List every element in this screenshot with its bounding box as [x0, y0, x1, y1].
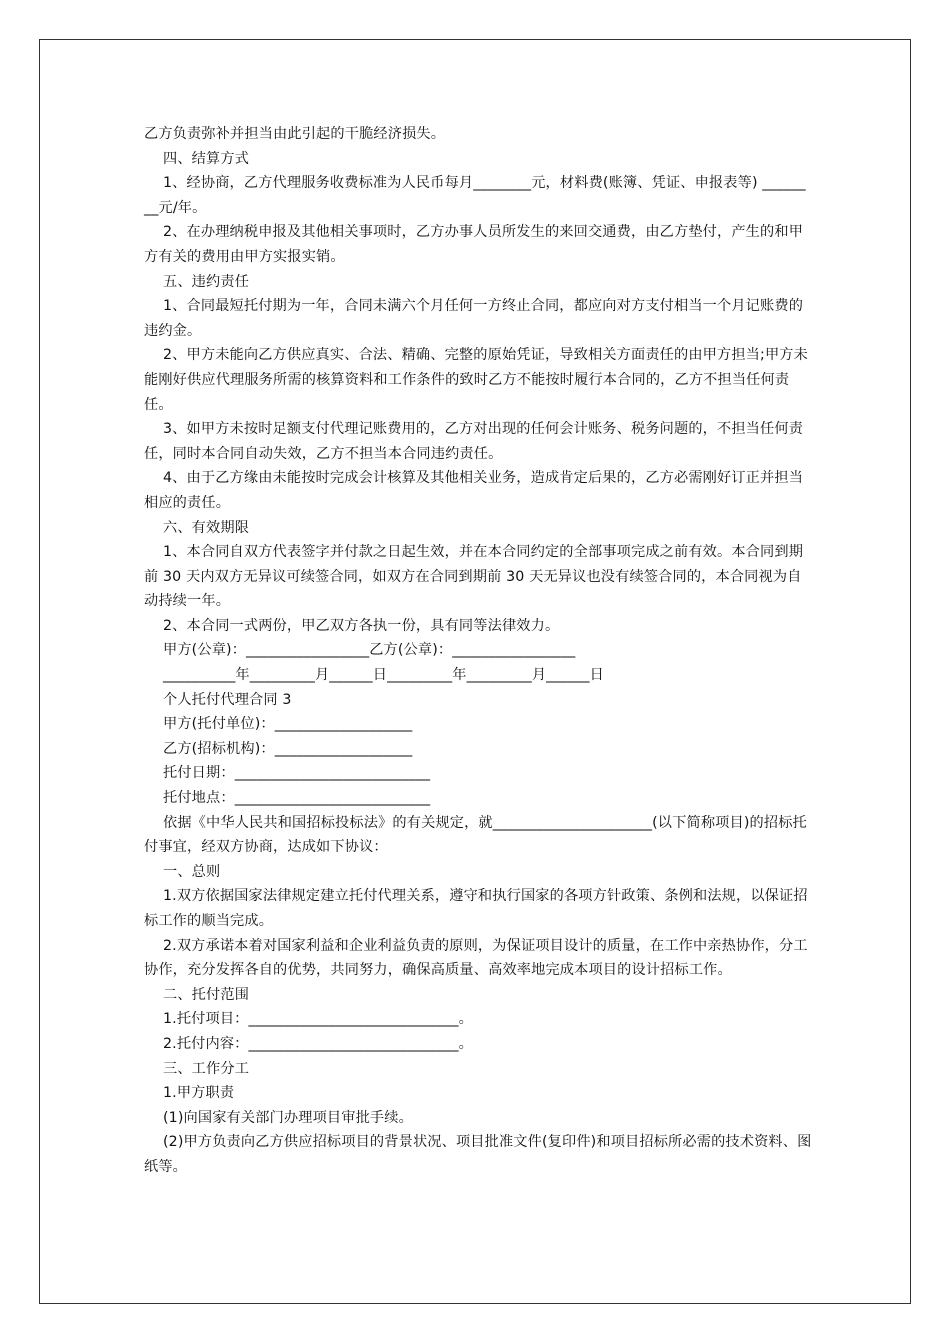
date-line: __________年_________月______日_________年_________月______日 [163, 667, 604, 684]
party-a-field: 甲方(托付单位)：___________________ [163, 716, 413, 733]
paragraph-loss: 乙方负责弥补并担当由此引起的干脆经济损失。 [144, 126, 446, 142]
paragraph-liability-1: 1、合同最短托付期为一年，合同未满六个月任何一方终止合同，都应向对方支付相当一个月记账费的违约金。 [144, 298, 804, 339]
paragraph-duty-2: (2)甲方负责向乙方供应招标项目的背景状况、项目批准文件(复印件)和项目招标所必需的技术资料、图纸等。 [144, 1134, 812, 1175]
entrust-date-field: 托付日期：___________________________ [163, 765, 431, 782]
paragraph-validity-1: 1、本合同自双方代表签字并付款之日起生效，并在本合同约定的全部事项完成之前有效。本合同到期前 30 天内双方无异议可续签合同，如双方在合同到期前 30 天无异议也没有续签合同的，本合同视为自动持续一年。 [144, 544, 804, 610]
heading-validity: 六、有效期限 [163, 519, 250, 536]
signature-line: 甲方(公章)：_________________乙方(公章)：_________________ [163, 642, 576, 659]
entrust-location-field: 托付地点：___________________________ [163, 790, 431, 807]
heading-liability: 五、违约责任 [163, 273, 250, 290]
paragraph-liability-4: 4、由于乙方缘由未能按时完成会计核算及其他相关业务，造成肯定后果的，乙方必需刚好订正并担当相应的责任。 [144, 470, 804, 511]
subheading-party-a-duties: 1.甲方职责 [163, 1085, 235, 1102]
paragraph-liability-2: 2、甲方未能向乙方供应真实、合法、精确、完整的原始凭证，导致相关方面责任的由甲方担当;甲方未能刚好供应代理服务所需的核算资料和工作条件的致时乙方不能按时履行本合同的，乙方不担当任何责任。 [144, 347, 808, 413]
heading-general: 一、总则 [163, 863, 221, 880]
paragraph-general-2: 2.双方承诺本着对国家利益和企业利益负责的原则，为保证项目设计的质量，在工作中亲热协作，分工协作，充分发挥各自的优势，共同努力，确保高质量、高效率地完成本项目的设计招标工作。 [144, 937, 808, 979]
paragraph-liability-3: 3、如甲方未按时足额支付代理记账费用的，乙方对出现的任何会计账务、税务问题的，不担当任何责任，同时本合同自动失效，乙方不担当本合同违约责任。 [144, 421, 804, 462]
heading-scope: 二、托付范围 [163, 986, 250, 1003]
scope-project-field: 1.托付项目：_____________________________。 [163, 1011, 473, 1028]
scope-content-field: 2.托付内容：_____________________________。 [163, 1035, 473, 1052]
heading-division: 三、工作分工 [163, 1060, 250, 1077]
paragraph-duty-1: (1)向国家有关部门办理项目审批手续。 [163, 1109, 413, 1126]
paragraph-validity-2: 2、本合同一式两份，甲乙双方各执一份，具有同等法律效力。 [163, 617, 560, 634]
paragraph-transport-fee: 2、在办理纳税申报及其他相关事项时，乙方办事人员所发生的来回交通费，由乙方垫付，产生的和甲方有关的费用由甲方实报实销。 [144, 224, 804, 265]
party-b-field: 乙方(招标机构)：___________________ [163, 740, 413, 757]
contract-3-title: 个人托付代理合同 3 [163, 691, 292, 708]
paragraph-basis: 依据《中华人民共和国招标投标法》的有关规定，就______________________(以下简称项目)的招标托付事宜，经双方协商，达成如下协议： [144, 814, 807, 856]
heading-settlement: 四、结算方式 [163, 150, 250, 167]
paragraph-fee-standard: 1、经协商，乙方代理服务收费标准为人民币每月________元，材料费(账簿、凭证、申报表等) ________元/年。 [144, 175, 806, 216]
paragraph-general-1: 1.双方依据国家法律规定建立托付代理关系，遵守和执行国家的各项方针政策、条例和法规，以保证招标工作的顺当完成。 [144, 888, 808, 929]
document-body [144, 122, 812, 1180]
